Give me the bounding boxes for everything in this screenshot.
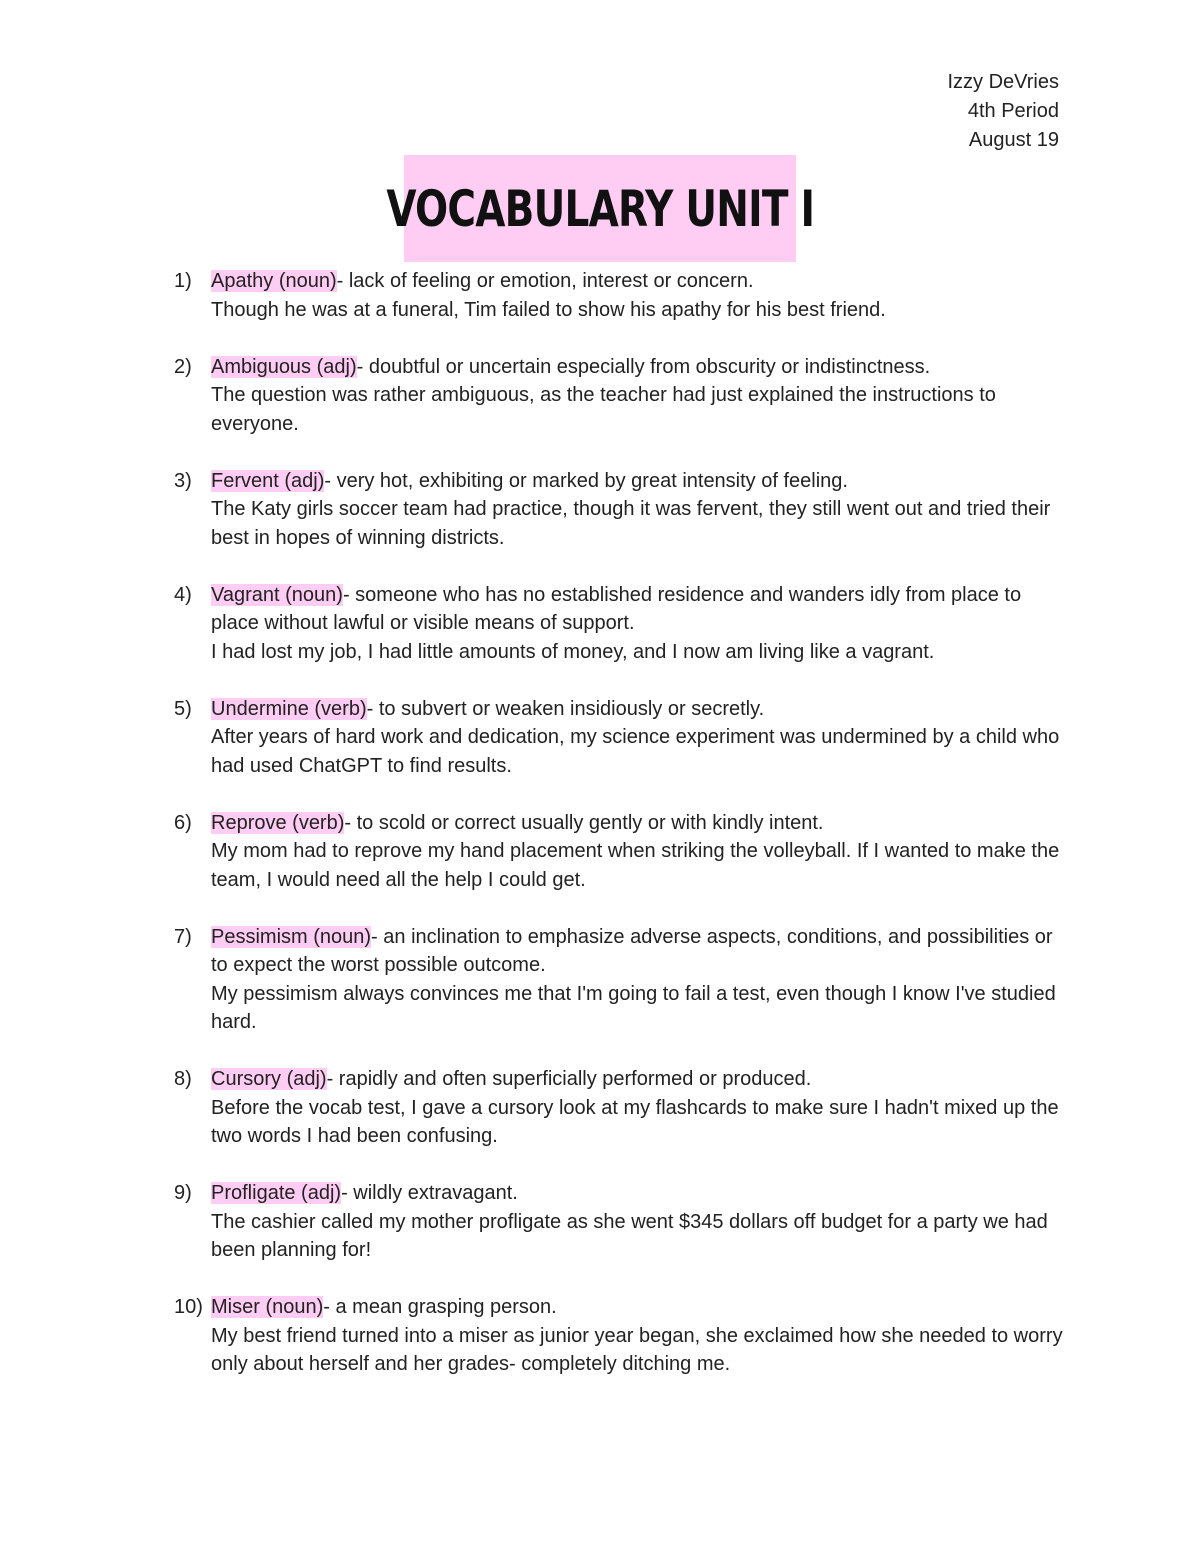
- assignment-date: August 19: [968, 129, 1059, 151]
- definition-line: [211, 1179, 1074, 1208]
- class-period: 4th Period: [967, 100, 1059, 122]
- vocab-item-5: [174, 695, 1074, 781]
- vocab-term: Reprove (verb): [211, 811, 345, 834]
- item-number: 7): [174, 925, 192, 948]
- example-sentence: I had lost my job, I had little amounts of money, and I now am living like a vagrant.: [211, 640, 935, 663]
- example-sentence: The Katy girls soccer team had practice, though it was fervent, they still went out and tried their best in hopes of winning districts.: [211, 498, 1051, 549]
- example-sentence: The question was rather ambiguous, as the teacher had just explained the instructions to everyone.: [211, 384, 996, 435]
- item-number: 4): [174, 583, 192, 606]
- student-info: [947, 68, 1059, 155]
- vocab-definition: - rapidly and often superficially performed or produced.: [326, 1068, 812, 1090]
- example-sentence: My mom had to reprove my hand placement when striking the volleyball. If I wanted to make the team, I would need all the help I could get.: [211, 840, 1060, 891]
- vocab-item-10: [174, 1293, 1074, 1379]
- vocab-definition: - a mean grasping person.: [323, 1296, 557, 1318]
- example-sentence: Though he was at a funeral, Tim failed to show his apathy for his best friend.: [211, 298, 886, 321]
- item-number: 9): [174, 1182, 192, 1204]
- vocab-term: Pessimism (noun): [211, 925, 372, 948]
- definition-line: [211, 581, 1074, 638]
- vocab-item-1: [174, 267, 1074, 324]
- example-sentence: After years of hard work and dedication, my science experiment was undermined by a child who had used ChatGPT to find results.: [211, 726, 1060, 777]
- vocab-definition: - someone who has no established residence and wanders idly from place to place without lawful or visible means of support.: [211, 583, 1022, 634]
- title-banner: [386, 155, 814, 262]
- vocab-item-9: [174, 1179, 1074, 1265]
- definition-line: [211, 809, 1074, 838]
- item-number: 5): [174, 697, 192, 720]
- definition-line: [211, 1065, 1074, 1094]
- page-title: VOCABULARY UNIT I: [386, 179, 814, 238]
- item-number: 8): [174, 1068, 192, 1090]
- vocab-term: Apathy (noun): [211, 270, 337, 292]
- vocab-term: Profligate (adj): [211, 1182, 342, 1204]
- item-number: 2): [174, 355, 192, 378]
- vocab-definition: - an inclination to emphasize adverse aspects, conditions, and possibilities or to expect the worst possible outcome.: [211, 925, 1053, 976]
- example-sentence: The cashier called my mother profligate as she went $345 dollars off budget for a party we had been planning for!: [211, 1210, 1048, 1261]
- vocabulary-list: [174, 267, 1074, 1407]
- vocab-item-8: [174, 1065, 1074, 1151]
- definition-line: [211, 353, 1074, 382]
- vocab-definition: - wildly extravagant.: [341, 1182, 518, 1204]
- vocab-term: Miser (noun): [211, 1296, 324, 1318]
- vocab-item-3: [174, 467, 1074, 553]
- vocab-definition: - very hot, exhibiting or marked by great intensity of feeling.: [324, 469, 848, 492]
- vocab-term: Ambiguous (adj): [211, 355, 357, 378]
- vocab-term: Fervent (adj): [211, 469, 325, 492]
- vocab-term: Cursory (adj): [211, 1068, 327, 1090]
- example-sentence: Before the vocab test, I gave a cursory look at my flashcards to make sure I hadn't mixed up the two words I had been confusing.: [211, 1096, 1059, 1147]
- item-number: 10): [174, 1296, 203, 1318]
- definition-line: [211, 467, 1074, 496]
- definition-line: [211, 1293, 1074, 1322]
- definition-line: [211, 695, 1074, 724]
- vocab-term: Undermine (verb): [211, 697, 367, 720]
- item-number: 6): [174, 811, 192, 834]
- student-name: Izzy DeVries: [947, 71, 1059, 93]
- example-sentence: My best friend turned into a miser as junior year began, she exclaimed how she needed to worry only about herself and her grades- completely ditching me.: [211, 1324, 1063, 1375]
- example-sentence: My pessimism always convinces me that I'm going to fail a test, even though I know I've studied hard.: [211, 982, 1056, 1033]
- vocab-item-7: [174, 923, 1074, 1037]
- vocab-definition: - to scold or correct usually gently or with kindly intent.: [344, 811, 824, 834]
- vocab-term: Vagrant (noun): [211, 583, 343, 606]
- definition-line: [211, 267, 1074, 296]
- vocab-definition: - to subvert or weaken insidiously or secretly.: [366, 697, 765, 720]
- vocab-item-4: [174, 581, 1074, 667]
- vocab-item-6: [174, 809, 1074, 895]
- definition-line: [211, 923, 1074, 980]
- vocab-definition: - lack of feeling or emotion, interest or concern.: [336, 270, 754, 292]
- vocab-definition: - doubtful or uncertain especially from obscurity or indistinctness.: [356, 355, 931, 378]
- item-number: 1): [174, 270, 192, 292]
- vocab-item-2: [174, 353, 1074, 439]
- item-number: 3): [174, 469, 192, 492]
